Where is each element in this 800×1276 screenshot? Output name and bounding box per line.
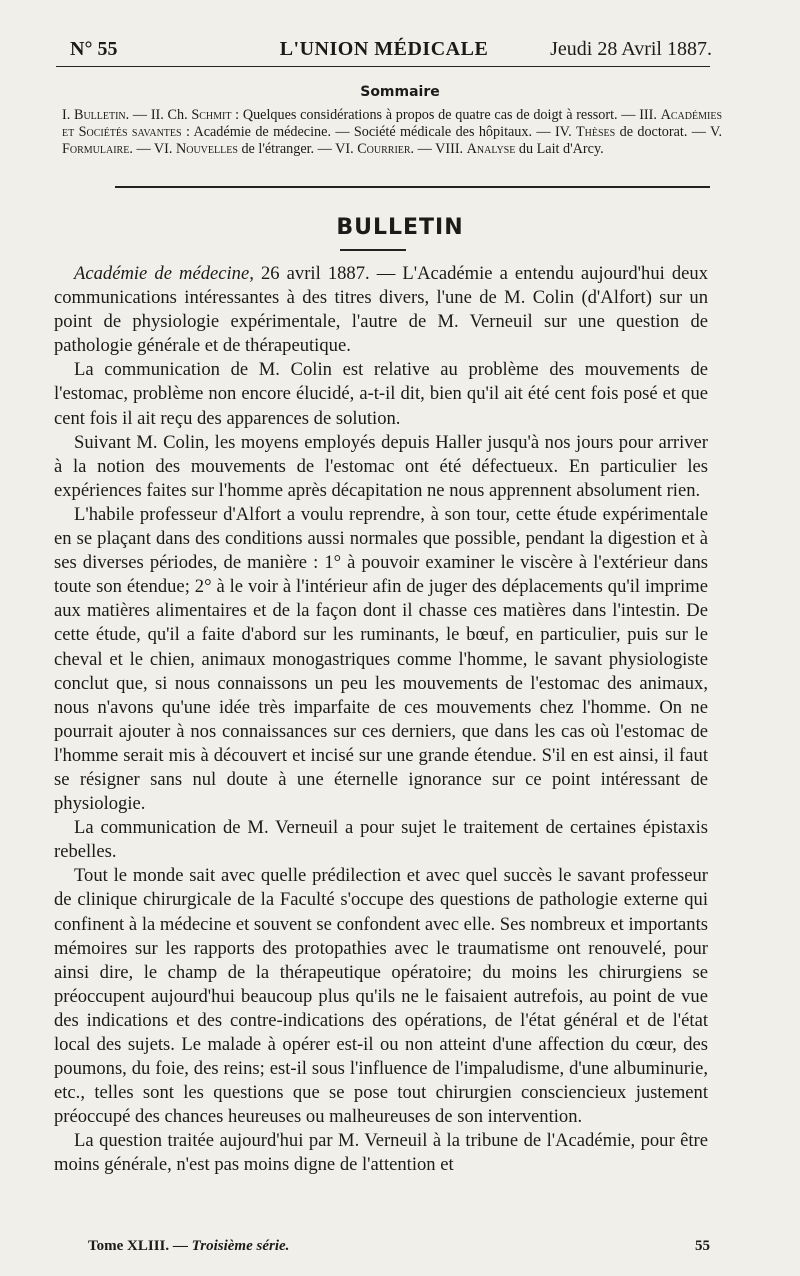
page-header xyxy=(56,32,712,64)
paragraph-2: La communication de M. Colin est relative au problème des mouvements de l'estomac, problème non encore élucidé, a-t-il dit, bien qu'il ait été cent fois posé et que cent fois il ait reçu des apparences de solution. xyxy=(54,359,708,429)
page-footer xyxy=(88,1238,710,1260)
paragraph-1: Académie de médecine, 26 avril 1887. — L'Académie a entendu aujourd'hui deux communications intéressantes à des titres divers, l'une de M. Colin (d'Alfort) sur un point de physiologie expérimentale, l'autre de M. Verneuil sur une question de pathologie générale et de thérapeutique. xyxy=(54,263,709,357)
page-number: 55 xyxy=(695,1238,710,1254)
paragraph-6: Tout le monde sait avec quelle prédilection et avec quel succès le savant professeur de clinique chirurgicale de la Faculté s'occupe des questions de pathologie externe qui confinent à la médecine et souvent se confondent avec elle. Ses nombreux et importants mémoires sur les rapports des protopathies avec le traumatisme ont renouvelé, pour ainsi dire, le champ de la thérapeutique opératoire; du moins les chirurgiens se préoccupent aujourd'hui beaucoup plus qu'ils ne le faisaient autrefois, au point de vue des indications et des contre-indications des opérations, de l'état général et de l'état local des sujets. Le malade à opérer est-il ou non atteint d'une affection du cœur, des poumons, du foie, des reins; est-il sous l'influence de l'impaludisme, d'une albuminurie, etc., telles sont les questions que se pose tout chirurgien consciencieux justement préoccupé des chances heureuses ou malheureuses de son intervention. xyxy=(54,865,708,1128)
paragraph-5: La communication de M. Verneuil a pour sujet le traitement de certaines épistaxis rebelles. xyxy=(54,817,708,863)
paragraph-4: L'habile professeur d'Alfort a voulu reprendre, à son tour, cette étude expérimentale en se plaçant dans des conditions aussi normales que possible, pendant la digestion et à ses diverses périodes, de manière : 1° à pouvoir examiner le viscère à l'extérieur dans toute son étendue; 2° à le voir à l'intérieur afin de juger des déplacements qu'il imprime aux matières alimentaires et de la façon dont il chasse ces matières dans l'intestin. De cette étude, qu'il a faite d'abord sur les ruminants, le bœuf, en particulier, puis sur le cheval et le chien, animaux monogastriques comme l'homme, le savant physiologiste conclut que, si nous connaissons un peu les mouvements de l'estomac des animaux, nous n'avons qu'une idée très imparfaite de ces mouvements chez l'homme. On ne pourrait ajouter à nos connaissances sur ces derniers, que dans les cas où l'estomac de l'homme serait mis à découvert et incisé sur une grande étendue. S'il en est ainsi, il faut se résigner sans nul doute à une éternelle ignorance sur ce point intéressant de physiologie. xyxy=(54,503,708,815)
summary-title: Sommaire xyxy=(360,84,440,100)
journal-title: L'UNION MÉDICALE xyxy=(279,38,489,60)
section-title: BULLETIN xyxy=(336,215,464,240)
paragraph-7: La question traitée aujourd'hui par M. Verneuil à la tribune de l'Académie, pour être moins générale, n'est pas moins digne de l'attention et xyxy=(54,1130,708,1176)
header-rule xyxy=(56,66,710,67)
summary-rule xyxy=(115,186,710,188)
lead-italic: Académie de médecine, xyxy=(74,263,254,284)
article-body xyxy=(54,262,708,1178)
volume-info: Tome XLIII. — Troisième série. xyxy=(88,1238,290,1254)
summary-text: I. Bulletin. — II. Ch. Schmit : Quelques considérations à propos de quatre cas de doigt à ressort. — III. Académies et Sociétés savantes : Académie de médecine. — Société médicale des hôpitaux. — IV. Thèses de doctorat. — V. Formulaire. — VI. Nouvelles de l'étranger. — VI. Courrier. — VIII. Analyse du Lait d'Arcy. xyxy=(62,107,722,157)
section-title-rule xyxy=(340,249,406,251)
issue-number: N° 55 xyxy=(70,38,118,60)
paragraph-3: Suivant M. Colin, les moyens employés depuis Haller jusqu'à nos jours pour arriver à la notion des mouvements de l'estomac ont été défectueux. En particulier les expériences faites sur l'homme après décapitation ne nous apprennent absolument rien. xyxy=(54,431,708,501)
issue-date: Jeudi 28 Avril 1887. xyxy=(550,38,712,60)
